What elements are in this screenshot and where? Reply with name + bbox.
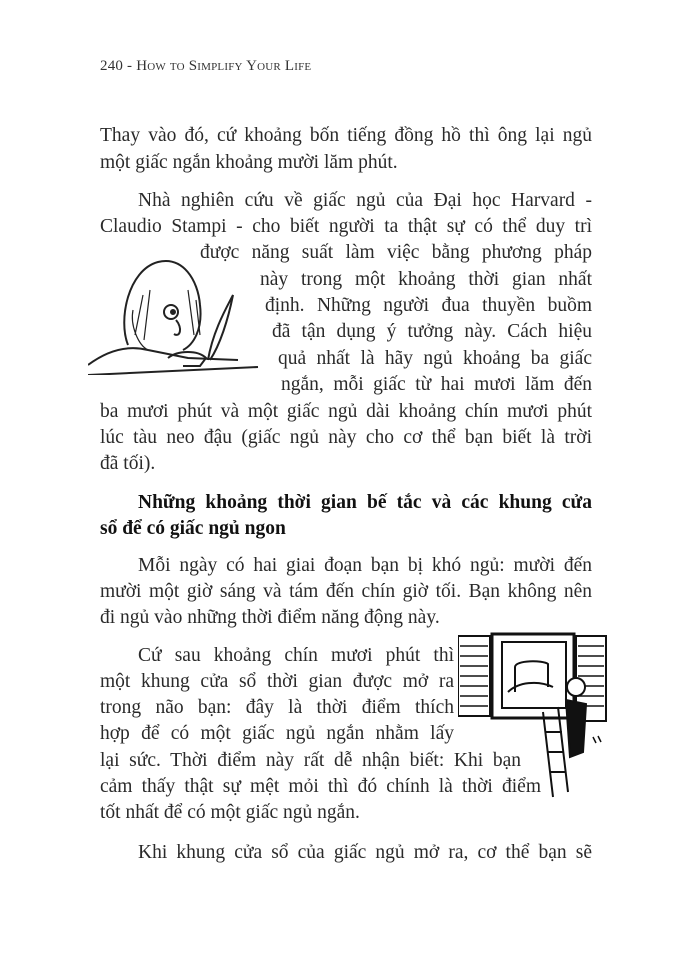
text-line: Claudio Stampi - cho biết người ta thật sự có thể duy trì (100, 216, 592, 237)
scholar-writing-illustration (88, 250, 268, 375)
section-heading: Những khoảng thời gian bế tắc và các khung cửa (138, 492, 592, 513)
text-line: trong não bạn: đây là thời điểm thích (100, 697, 454, 718)
text-line: quả nhất là hãy ngủ khoảng ba giấc (278, 348, 592, 369)
text-line: đã tối). (100, 453, 156, 474)
text-line: Nhà nghiên cứu về giấc ngủ của Đại học Harvard - (138, 190, 592, 211)
text-line: một giấc ngắn khoảng mười lăm phút. (100, 152, 398, 173)
text-line: mười một giờ sáng và tám đến chín giờ tối. Bạn không nên (100, 581, 592, 602)
text-line: định. Những người đua thuyền buồm (265, 295, 592, 316)
text-line: Cứ sau khoảng chín mươi phút thì (138, 645, 454, 666)
text-line: hợp để có một giấc ngủ ngắn nhằm lấy (100, 723, 454, 744)
text-line: này trong một khoảng thời gian nhất (260, 269, 592, 290)
book-title: How to Simplify Your Life (136, 58, 312, 74)
running-header (100, 58, 311, 75)
text-line: Khi khung cửa sổ của giấc ngủ mở ra, cơ thể bạn sẽ (138, 842, 592, 863)
text-line: Thay vào đó, cứ khoảng bốn tiếng đồng hồ thì ông lại ngủ (100, 125, 592, 146)
text-line: đi ngủ vào những thời điểm năng động này. (100, 607, 440, 628)
text-line: tốt nhất để có một giấc ngủ ngắn. (100, 802, 360, 823)
text-line: Mỗi ngày có hai giai đoạn bạn bị khó ngủ: mười đến (138, 555, 592, 576)
text-line: đã tận dụng ý tưởng này. Cách hiệu (272, 321, 592, 342)
text-line: ba mươi phút và một giấc ngủ dài khoảng chín mươi phút (100, 401, 592, 422)
section-heading: sổ để có giấc ngủ ngon (100, 518, 286, 539)
text-line: lúc tàu neo đậu (giấc ngủ này cho cơ thể bạn biết là trời (100, 427, 592, 448)
text-line: ngắn, mỗi giấc từ hai mươi lăm đến (281, 374, 592, 395)
text-line: cảm thấy thật sự mệt mỏi thì đó chính là thời điểm (100, 776, 541, 797)
page-number: 240 - (100, 58, 133, 74)
text-line: một khung cửa sổ thời gian được mở ra (100, 671, 454, 692)
text-line: lại sức. Thời điểm này rất dễ nhận biết: Khi bạn (100, 750, 521, 771)
window-ladder-illustration (458, 632, 608, 802)
text-line: được năng suất làm việc bằng phương pháp (200, 242, 592, 263)
